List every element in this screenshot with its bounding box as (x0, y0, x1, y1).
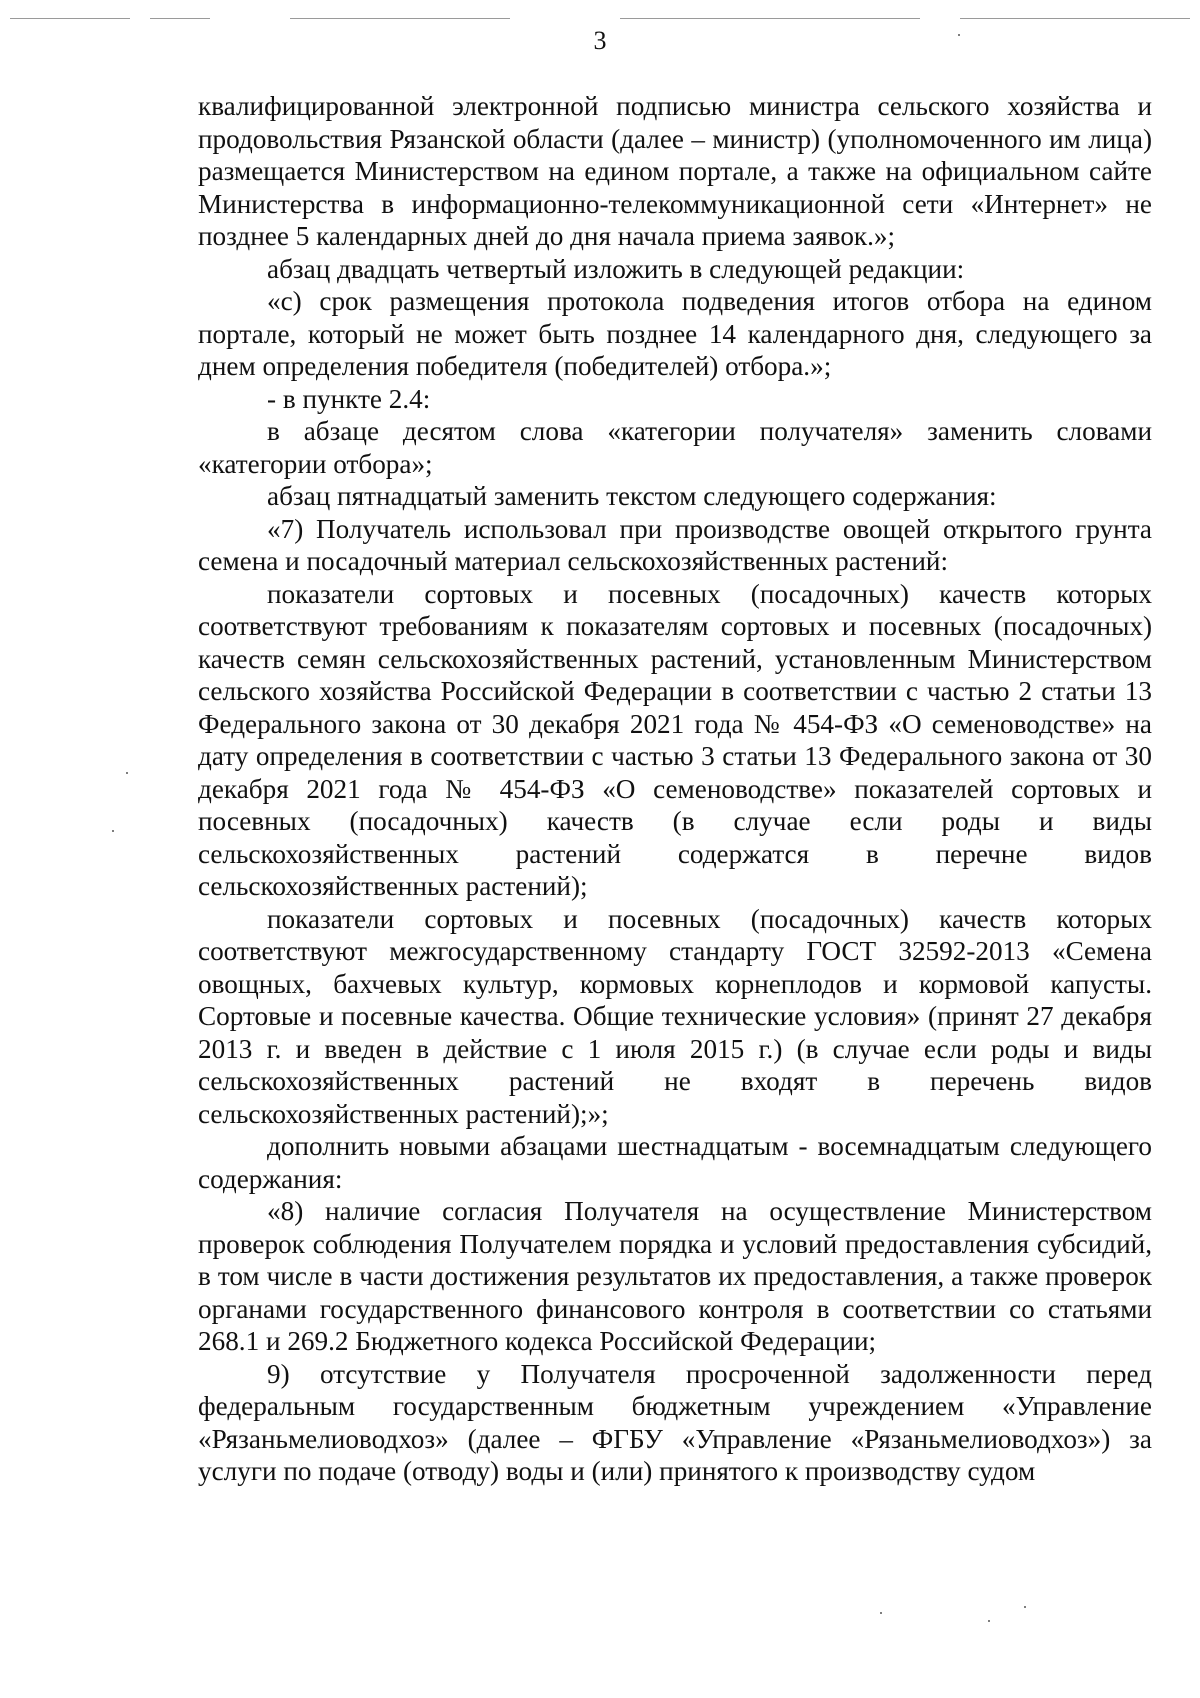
page-number: 3 (593, 26, 607, 55)
scan-speck (112, 830, 114, 832)
scan-speck (1024, 1606, 1026, 1608)
paragraph: абзац двадцать четвертый изложить в следующей редакции: (267, 253, 965, 284)
paragraph: в абзаце десятом слова «категории получателя» заменить словами «категории отбора»; (198, 416, 1152, 479)
paragraph: «7) Получатель использовал при производстве овощей открытого грунта семена и посадочный материал сельскохозяйственных растений: (198, 513, 1152, 576)
paragraph: квалифицированной электронной подписью министра сельского хозяйства и продовольствия Рязанской области (далее – министр) (уполномоченного им лица) размещается Министерством на едином портале, а также на официальном сайте Министерства в информационно-телекоммуникационной сети «Интернет» не позднее 5 календарных дней до дня начала приема заявок.»; (198, 91, 1152, 251)
paragraph: «с) срок размещения протокола подведения итогов отбора на едином портале, который не может быть позднее 14 календарного дня, следующего за днем определения победителя (победителей) отбора.»; (198, 286, 1152, 381)
scan-edge-line (960, 18, 1190, 19)
paragraph: абзац пятнадцатый заменить текстом следующего содержания: (267, 481, 997, 511)
paragraph: «8) наличие согласия Получателя на осуществление Министерством проверок соблюдения Получателем порядка и условий предоставления субсидий, в том числе в части достижения результатов их предоставления, а также проверок органами государственного финансового контроля в соответствии со статьями 268.1 и 269.2 Бюджетного кодекса Российской Федерации; (198, 1196, 1152, 1356)
scan-speck (988, 1620, 990, 1622)
scan-speck (958, 34, 960, 36)
paragraph: дополнить новыми абзацами шестнадцатым - восемнадцатым следующего содержания: (198, 1131, 1152, 1194)
paragraph: показатели сортовых и посевных (посадочных) качеств которых соответствуют требованиям к показателям сортовых и посевных (посадочных) качеств семян сельскохозяйственных растений, установленным Министерством сельского хозяйства Российской Федерации в соответствии с частью 2 статьи 13 Федерального закона от 30 декабря 2021 года № 454-ФЗ «О семеноводстве» на дату определения в соответствии с частью 3 статьи 13 Федерального закона от 30 декабря 2021 года № 454-ФЗ «О семеноводстве» показателей сортовых и посевных (посадочных) качеств (в случае если роды и виды сельскохозяйственных растений содержатся в перечне видов сельскохозяйственных растений); (198, 578, 1152, 901)
paragraph: - в пункте 2.4: (267, 383, 431, 414)
scan-speck (126, 772, 128, 774)
scan-edge-line (150, 18, 210, 19)
scan-edge-line (10, 18, 130, 19)
scan-speck (880, 1612, 882, 1614)
document-body (198, 90, 1152, 1488)
paragraph: 9) отсутствие у Получателя просроченной задолженности перед федеральным государственным бюджетным учреждением «Управление «Рязаньмелиоводхоз» (далее – ФГБУ «Управление «Рязаньмелиоводхоз») за услуги по подаче (отводу) воды и (или) принятого к производству судом (198, 1358, 1152, 1486)
scan-edge-line (290, 18, 510, 19)
paragraph: показатели сортовых и посевных (посадочных) качеств которых соответствуют межгосударственному стандарту ГОСТ 32592-2013 «Семена овощных, бахчевых культур, кормовых корнеплодов и кормовой капусты. Сортовые и посевные качества. Общие технические условия» (принят 27 декабря 2013 г. и введен в действие с 1 июля 2015 г.) (в случае если роды и виды сельскохозяйственных растений не входят в перечень видов сельскохозяйственных растений);»; (198, 903, 1152, 1129)
scan-edge-line (620, 18, 920, 19)
